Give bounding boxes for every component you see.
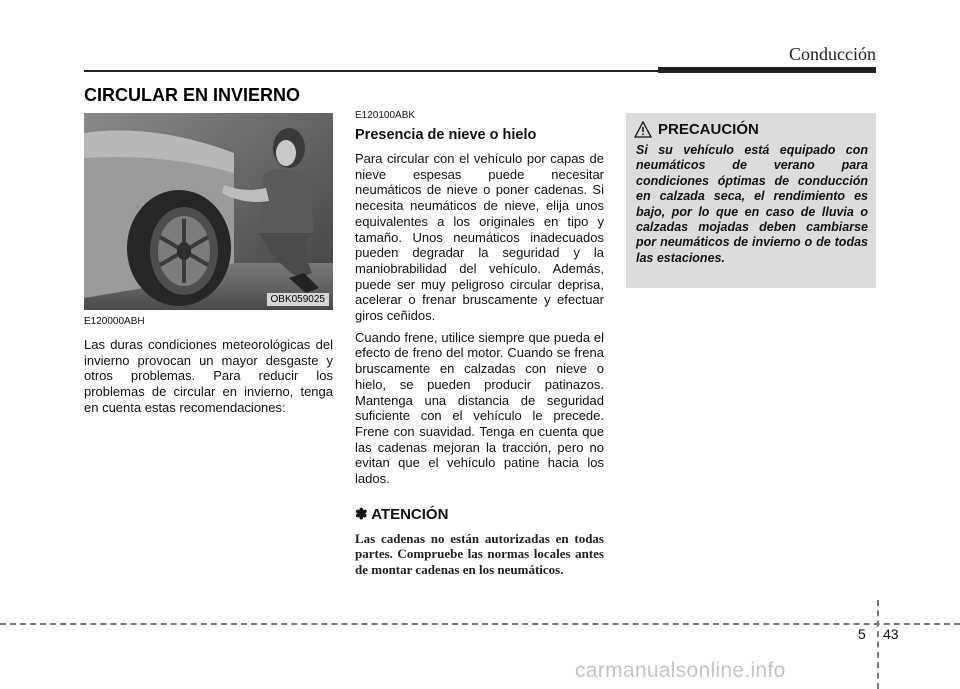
caution-header bbox=[634, 121, 759, 138]
snow-ice-column bbox=[355, 110, 604, 578]
attention-title: ATENCIÓN bbox=[371, 505, 449, 523]
intro-paragraph: Las duras condiciones meteorológicas del invierno provocan un mayor desgaste y otros problemas. Para reducir los problemas de circular en invierno, tenga en cuenta estas recomendaciones: bbox=[84, 337, 333, 415]
footer-vertical-divider bbox=[877, 600, 879, 689]
subsection-heading: Presencia de nieve o hielo bbox=[355, 127, 537, 143]
asterisk-icon: ✽ bbox=[355, 505, 368, 523]
attention-text: Las cadenas no están autorizadas en todas partes. Compruebe las normas locales antes de montar cadenas en los neumáticos. bbox=[355, 530, 604, 578]
snow-paragraph-1: Para circular con el vehículo por capas de nieve espesas puede necesitar neumáticos de nieve o poner cadenas. Si necesita neumáticos de nieve, elija unos equivalentes a los originales en tipo y tamaño. Unos neumáticos inadecuados pueden degradar la seguridad y la maniobrabilidad del vehículo. Además, puede ser muy peligroso circular deprisa, acelerar o frenar bruscamente y efectuar giros ceñidos. bbox=[355, 151, 604, 324]
header-rule-accent bbox=[658, 67, 876, 73]
intro-column bbox=[84, 316, 333, 422]
header-rule bbox=[84, 70, 664, 72]
section-title: CIRCULAR EN INVIERNO bbox=[84, 85, 301, 105]
chapter-number: 5 bbox=[858, 626, 866, 642]
caution-text: Si su vehículo está equipado con neumáticos de verano para condiciones óptimas de conducción en calzada seca, el rendimiento es bajo, por lo que en caso de lluvia o calzadas mojadas deben cambiarse por neumáticos de invierno o de todas las estaciones. bbox=[636, 143, 868, 265]
caution-box bbox=[626, 113, 876, 288]
footer-divider bbox=[0, 623, 960, 625]
figure-caption: OBK059025 bbox=[267, 293, 330, 306]
caution-title: PRECAUCIÓN bbox=[658, 121, 759, 138]
section-code: E120000ABH bbox=[84, 316, 145, 327]
chapter-header-title: Conducción bbox=[789, 44, 876, 64]
attention-heading bbox=[355, 505, 604, 523]
page-number: 43 bbox=[883, 626, 899, 642]
illustration-woman-checking-tire bbox=[84, 113, 333, 310]
snow-paragraph-2: Cuando frene, utilice siempre que pueda el efecto de freno del motor. Cuando se frena bruscamente en calzadas con nieve o hielo, se pueden producir patinazos. Mantenga una distancia de seguridad suficiente con el vehículo le precede. Frene con suavidad. Tenga en cuenta que las cadenas mejoran la tracción, pero no evitan que el vehículo patine hacia los lados. bbox=[355, 329, 604, 487]
warning-triangle-icon bbox=[634, 121, 652, 138]
subsection-code: E120100ABK bbox=[355, 110, 416, 121]
watermark: carmanualsonline.info bbox=[575, 659, 786, 682]
